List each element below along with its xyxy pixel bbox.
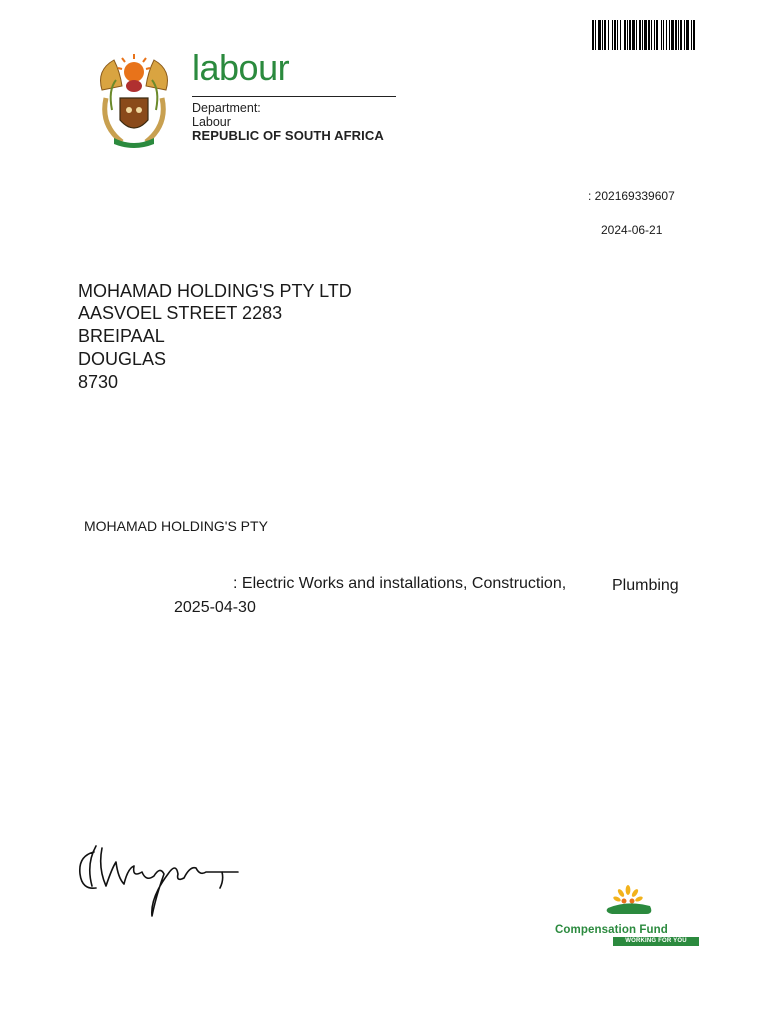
services-extra: Plumbing xyxy=(612,577,679,594)
company-name: MOHAMAD HOLDING'S PTY xyxy=(84,518,268,534)
brand-divider xyxy=(192,96,396,97)
country-name: REPUBLIC OF SOUTH AFRICA xyxy=(192,128,384,143)
services-list: : Electric Works and installations, Construction, xyxy=(233,575,567,592)
department-name: Labour xyxy=(192,115,231,129)
compensation-fund-name: Compensation Fund xyxy=(555,924,668,936)
address-line-postcode: 8730 xyxy=(78,372,119,392)
barcode xyxy=(592,20,754,50)
signature-icon xyxy=(72,838,244,922)
address-line-company: MOHAMAD HOLDING'S PTY LTD xyxy=(78,281,352,301)
reference-number: : 202169339607 xyxy=(588,189,675,203)
department-label: Department: xyxy=(192,101,261,115)
address-line-town: DOUGLAS xyxy=(78,349,167,369)
address-line-suburb: BREIPAAL xyxy=(78,326,165,346)
brand-wordmark: labour xyxy=(192,47,290,88)
address-line-street: AASVOEL STREET 2283 xyxy=(78,303,283,323)
expiry-date: 2025-04-30 xyxy=(174,599,256,616)
issue-date: 2024-06-21 xyxy=(601,223,663,237)
coat-of-arms-icon xyxy=(92,50,176,150)
compensation-fund-tagline: WORKING FOR YOU xyxy=(613,937,699,946)
